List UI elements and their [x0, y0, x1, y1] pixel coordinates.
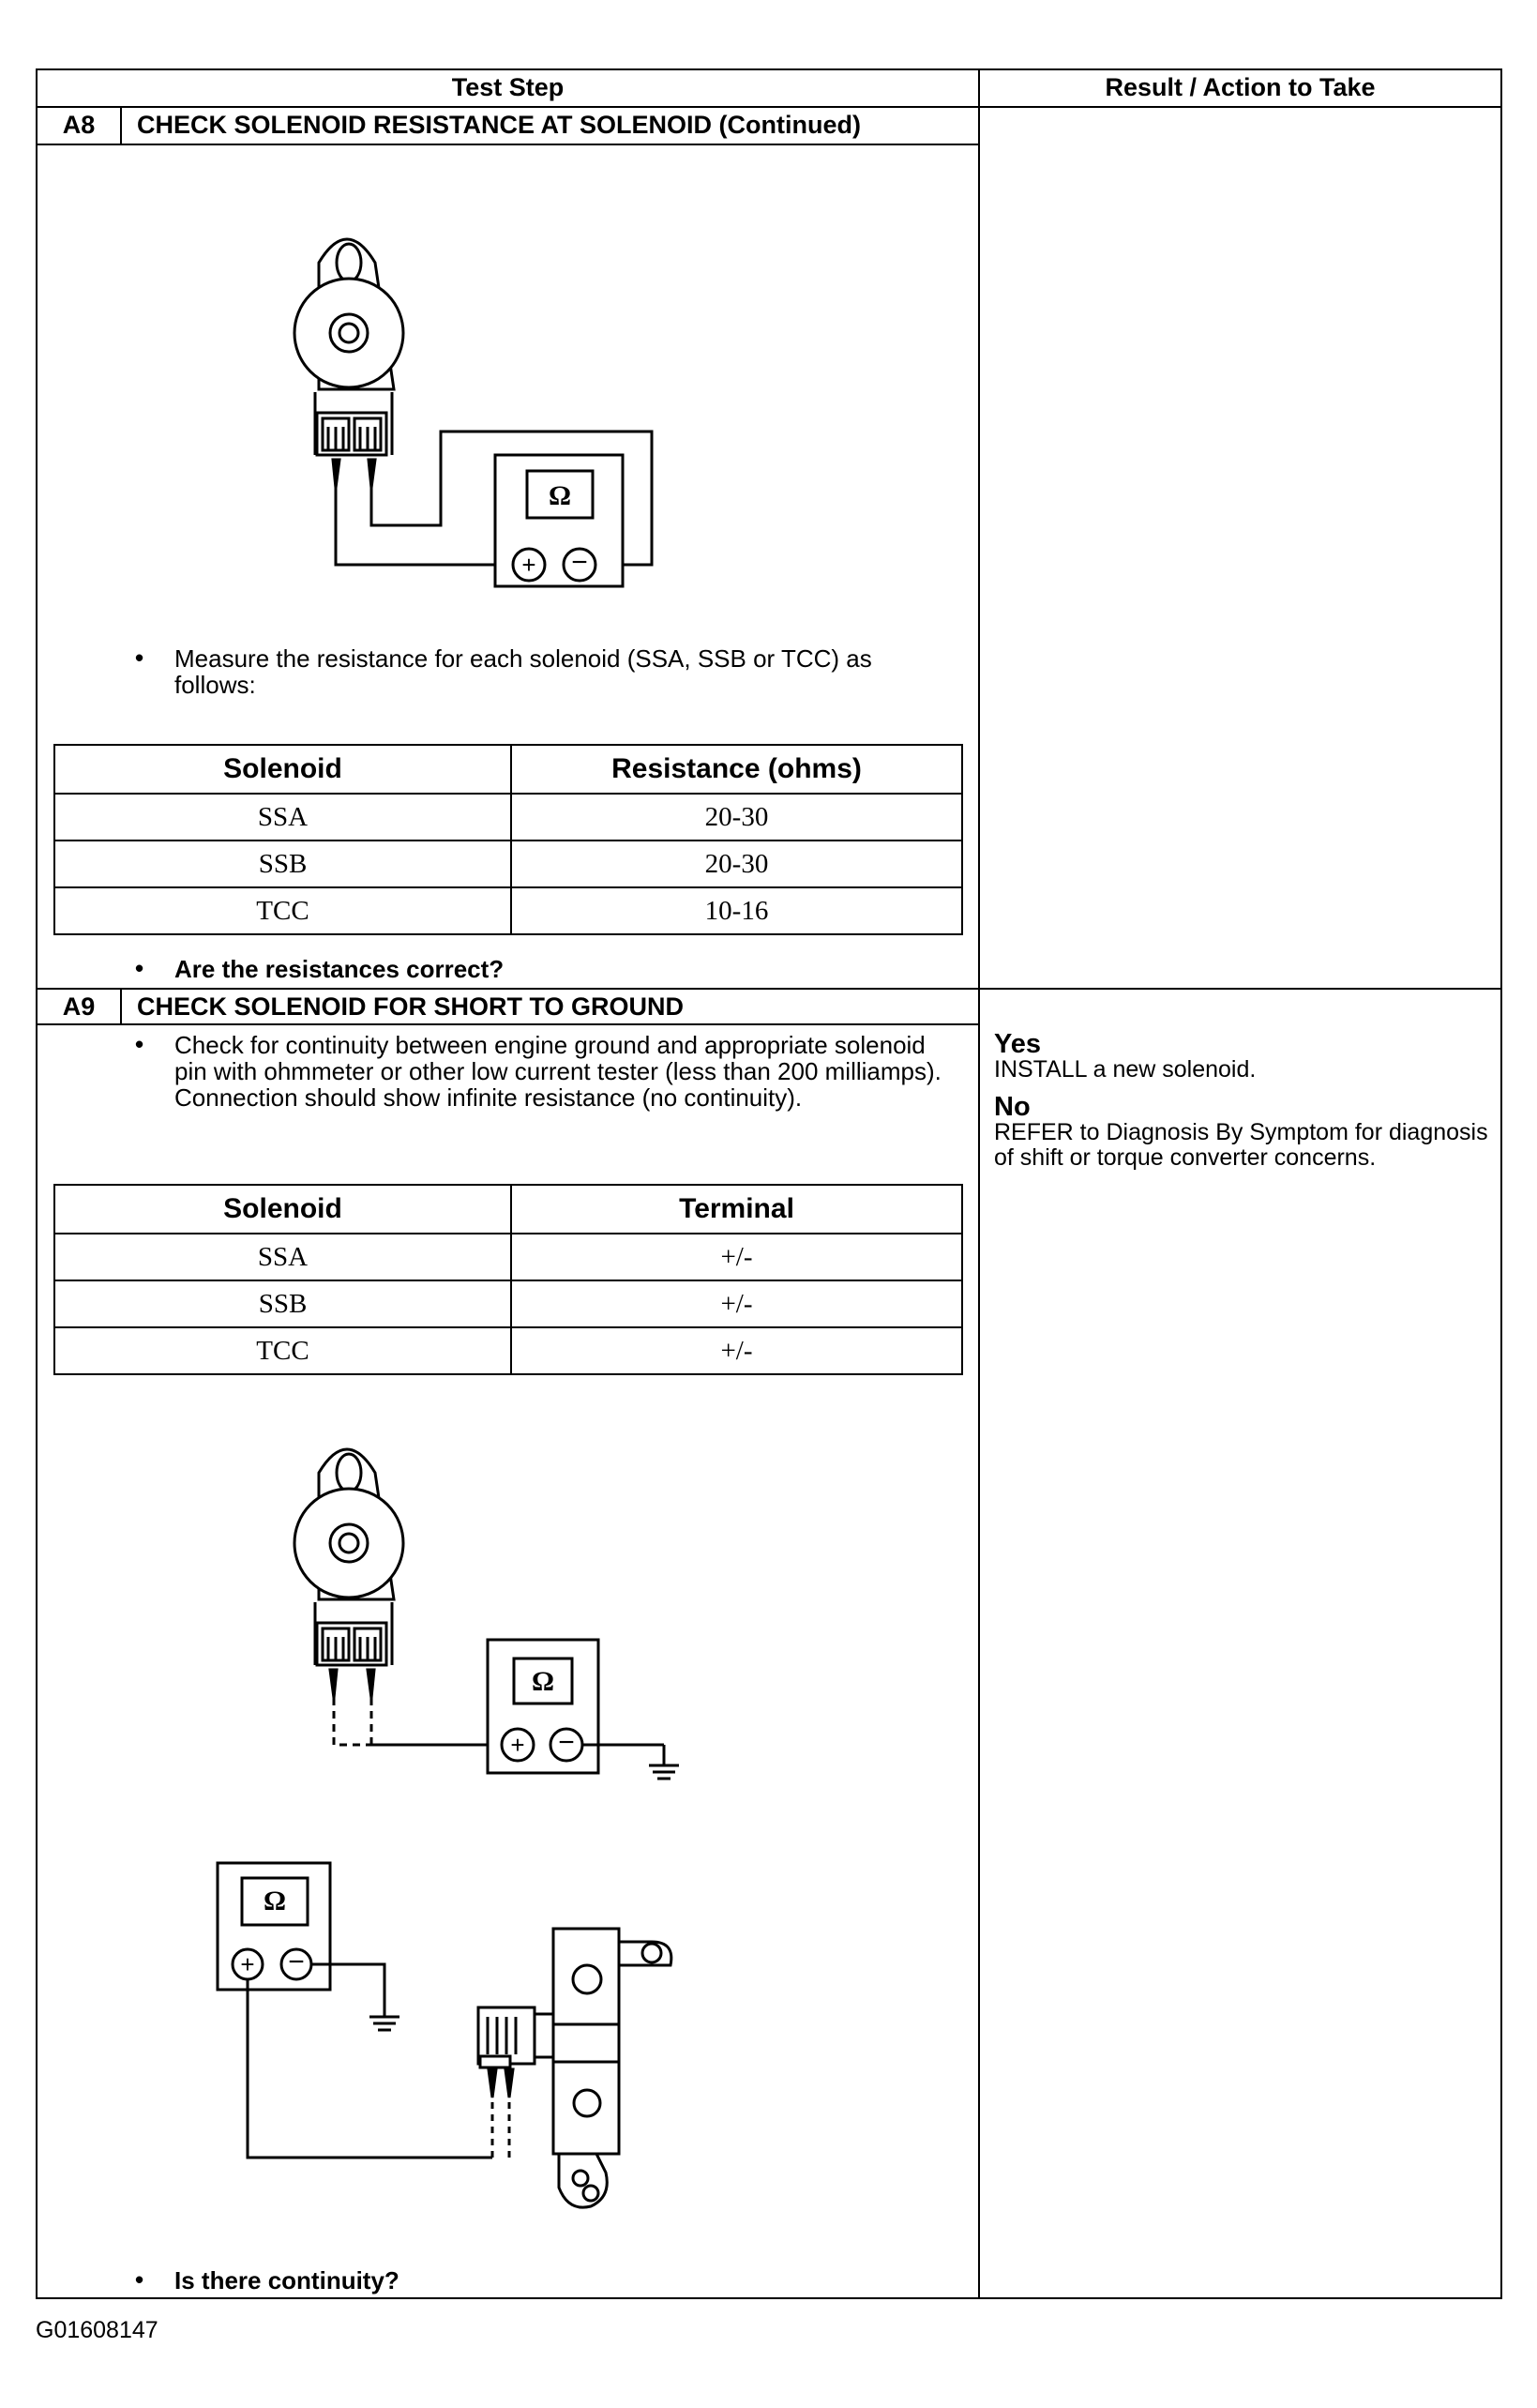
header-result-action: Result / Action to Take: [1105, 73, 1376, 101]
leads: [248, 1964, 509, 2158]
ohmmeter: [495, 455, 623, 586]
figure-id: G01608147: [36, 2317, 158, 2343]
a9-result-no-label: No: [994, 1092, 1031, 1122]
a8-col-solenoid: Solenoid: [54, 745, 511, 794]
frame-bottom: [36, 2297, 1502, 2299]
frame-right: [1500, 68, 1502, 2299]
table-row: SSA +/-: [54, 1234, 962, 1280]
a8-question-bullet: •: [135, 954, 144, 982]
a9-harness-ground-diagram: [206, 1857, 713, 2233]
frame-top: [36, 68, 1502, 70]
header-test-step: Test Step: [451, 73, 565, 101]
solenoid-body: [294, 239, 403, 455]
a9-result-yes-label: Yes: [994, 1029, 1041, 1059]
step-a8-title: CHECK SOLENOID RESISTANCE AT SOLENOID (Continued): [137, 111, 861, 139]
svg-text:−: −: [558, 1727, 575, 1758]
step-a8-id: A8: [62, 111, 96, 139]
svg-text:−: −: [571, 547, 588, 578]
solenoid-bracket: [553, 1929, 671, 2207]
ohmmeter: [488, 1640, 598, 1773]
table-row: TCC 10-16: [54, 887, 962, 934]
a8-bullet: •: [135, 644, 144, 672]
a9-terminal-table: [53, 1184, 963, 1375]
step-a9-id: A9: [62, 992, 96, 1021]
table-row: SSB +/-: [54, 1280, 962, 1327]
svg-text:Ω: Ω: [548, 480, 572, 511]
svg-text:+: +: [521, 551, 536, 579]
a8-solenoid-ohmmeter-diagram: [281, 225, 656, 610]
a9-top: [36, 988, 1502, 990]
table-row: TCC +/-: [54, 1327, 962, 1374]
a8-col-resistance: Resistance (ohms): [511, 745, 962, 794]
harness-connector: [478, 2007, 553, 2098]
a8-question: Are the resistances correct?: [174, 955, 505, 983]
svg-text:Ω: Ω: [531, 1666, 555, 1697]
table-row: SSB 20-30: [54, 841, 962, 887]
svg-text:+: +: [240, 1950, 255, 1978]
a8-title-bottom: [36, 144, 980, 145]
a9-instruction: Check for continuity between engine ground and appropriate solenoid pin with ohmmeter or other low current tester (less than 200 milliamps). Connection should show infinite resistance (no continuity).: [174, 1031, 942, 1112]
a8-id-divider: [120, 106, 122, 145]
a8-resistance-table: [53, 744, 963, 935]
table-row: SSA 20-30: [54, 794, 962, 841]
a8-instruction: Measure the resistance for each solenoid (SSA, SSB or TCC) as follows:: [174, 644, 872, 699]
a9-result-yes-action: INSTALL a new solenoid.: [994, 1056, 1257, 1083]
a9-result-no-action: REFER to Diagnosis By Symptom for diagnosis of shift or torque converter concerns.: [994, 1119, 1488, 1171]
ohmmeter: [218, 1863, 330, 1990]
a9-question-bullet: •: [135, 2265, 144, 2294]
svg-text:+: +: [510, 1731, 525, 1759]
column-divider: [978, 68, 980, 2299]
a9-bullet: •: [135, 1030, 144, 1058]
solenoid-body: [294, 1449, 403, 1665]
a9-id-divider: [120, 988, 122, 1025]
a9-col-solenoid: Solenoid: [54, 1185, 511, 1234]
a9-col-terminal: Terminal: [511, 1185, 962, 1234]
svg-text:Ω: Ω: [263, 1886, 287, 1916]
frame-left: [36, 68, 38, 2299]
header-bottom: [36, 106, 1502, 108]
a9-solenoid-ground-diagram: [281, 1435, 694, 1792]
a9-question: Is there continuity?: [174, 2266, 399, 2294]
step-a9-title: CHECK SOLENOID FOR SHORT TO GROUND: [137, 992, 685, 1021]
svg-text:−: −: [288, 1946, 305, 1977]
a9-title-bottom: [36, 1023, 980, 1025]
